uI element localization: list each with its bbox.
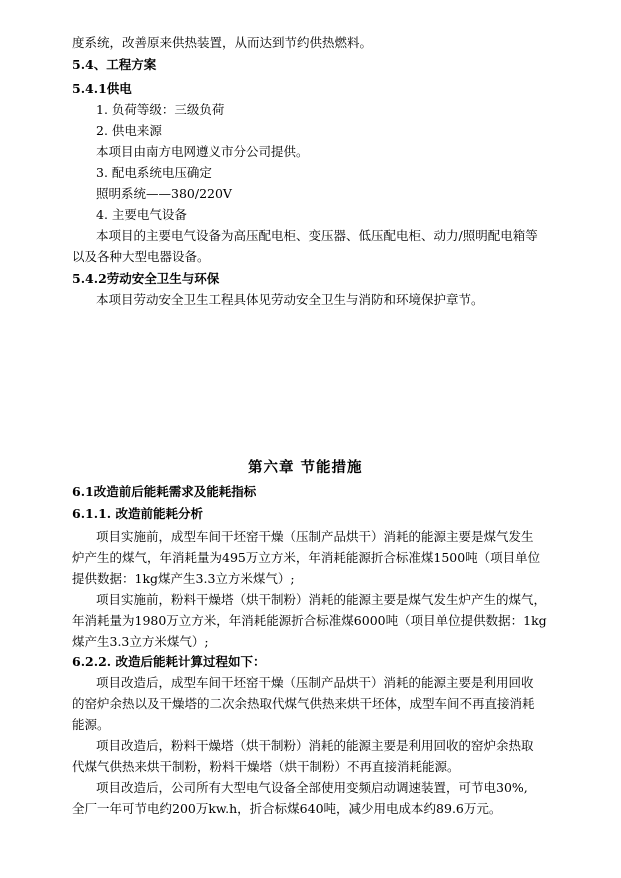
paragraph-line: 度系统，改善原来供热装置，从而达到节约供热燃料。 [72,35,373,50]
paragraph-line: 项目改造后，成型车间干坯窑干燥（压制产品烘干）消耗的能源主要是利用回收 [96,675,534,690]
paragraph-line: 代煤气供热来烘干制粉，粉料干燥塔（烘干制粉）不再直接消耗能源。 [72,759,460,774]
paragraph-line: 年消耗量为1980万立方米，年消耗能源折合标准煤6000吨（项目单位提供数据：1kg [72,613,547,628]
subsection-heading: 5.4.2劳动安全卫生与环保 [72,271,220,286]
section-heading: 5.4、工程方案 [72,57,157,72]
paragraph-line: 本项目的主要电气设备为高压配电柜、变压器、低压配电柜、动力/照明配电箱等 [96,228,538,243]
paragraph-line: 以及各种大型电器设备。 [72,249,210,264]
subsection-heading: 6.1.1. 改造前能耗分析 [72,506,204,521]
list-item: 4. 主要电气设备 [96,207,187,222]
paragraph-line: 的窑炉余热以及干燥塔的二次余热取代煤气供热来烘干坯体，成型车间不再直接消耗 [72,696,535,711]
paragraph-line: 项目实施前，粉料干燥塔（烘干制粉）消耗的能源主要是煤气发生炉产生的煤气， [96,592,547,607]
chapter-title: 第六章 节能措施 [248,459,363,476]
paragraph-line: 照明系统——380/220V [96,186,232,201]
paragraph-line: 煤产生3.3立方米煤气）; [72,634,209,649]
paragraph-line: 项目改造后，粉料干燥塔（烘干制粉）消耗的能源主要是利用回收的窑炉余热取 [96,738,534,753]
paragraph-line: 本项目由南方电网遵义市分公司提供。 [96,144,309,159]
paragraph-line: 本项目劳动安全卫生工程具体见劳动安全卫生与消防和环境保护章节。 [96,292,484,307]
list-item: 1. 负荷等级：三级负荷 [96,102,225,117]
paragraph-line: 炉产生的煤气，年消耗量为495万立方米，年消耗能源折合标准煤1500吨（项目单位 [72,550,541,565]
list-item: 2. 供电来源 [96,123,162,138]
paragraph-line: 项目实施前，成型车间干坯窑干燥（压制产品烘干）消耗的能源主要是煤气发生 [96,529,534,544]
paragraph-line: 全厂一年可节电约200万kw.h，折合标煤640吨，减少用电成本约89.6万元。 [72,801,502,816]
paragraph-line: 能源。 [72,717,110,732]
section-heading: 6.1改造前后能耗需求及能耗指标 [72,484,257,499]
paragraph-line: 提供数据：1kg煤产生3.3立方米煤气）; [72,571,295,586]
subsection-heading: 6.2.2. 改造后能耗计算过程如下： [72,654,266,669]
list-item: 3. 配电系统电压确定 [96,165,212,180]
subsection-heading: 5.4.1供电 [72,81,132,96]
paragraph-line: 项目改造后，公司所有大型电气设备全部使用变频启动调速装置，可节电30%, [96,780,528,795]
